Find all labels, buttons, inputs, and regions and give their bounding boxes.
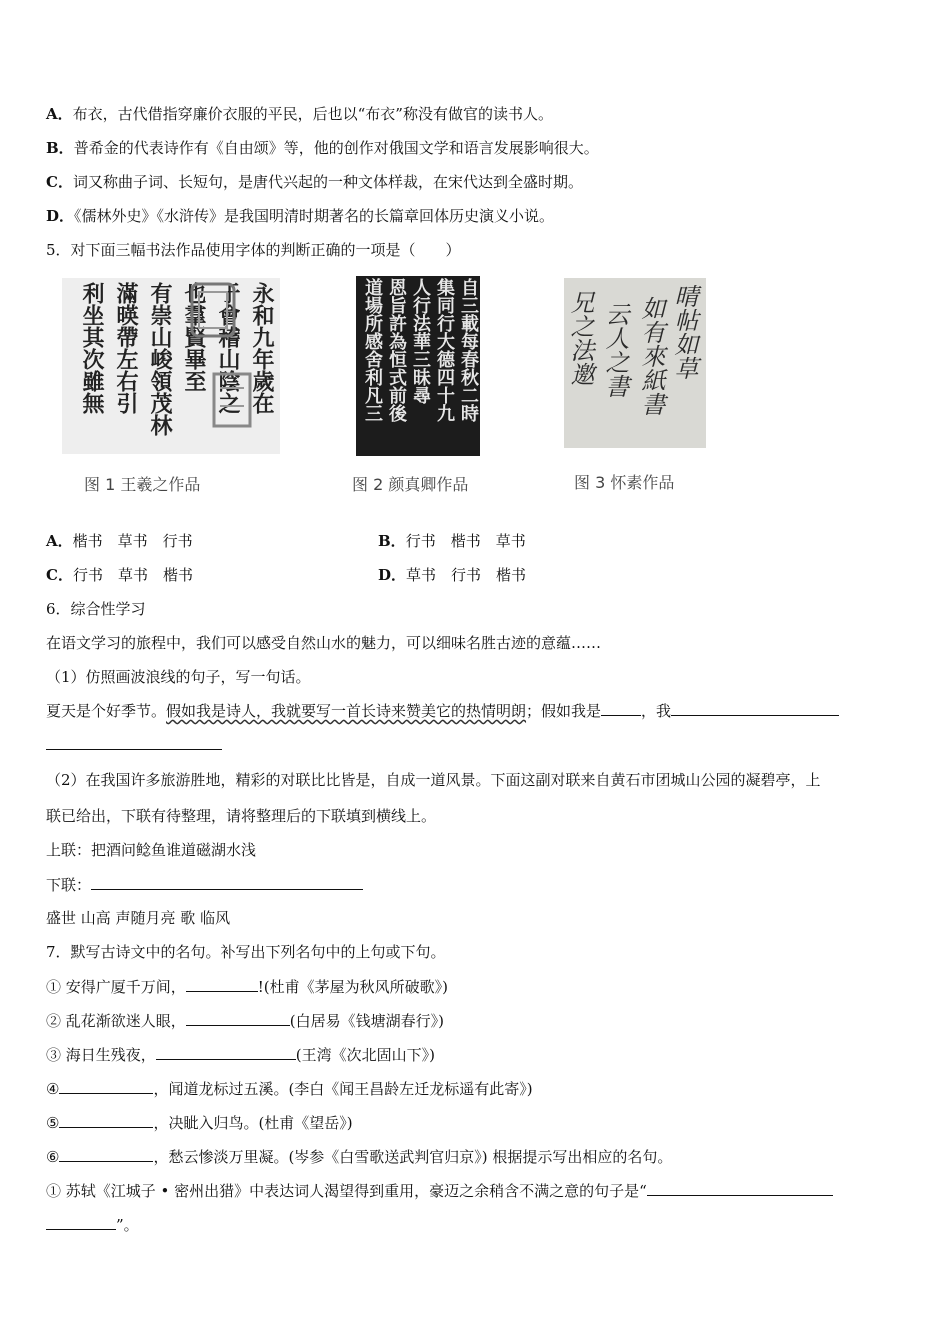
item-text: ，愁云惨淡万里凝。(岑参《白雪歌送武判官归京》) 根据提示写出相应的名句。 <box>153 1148 673 1166</box>
q4-option-d <box>46 206 554 226</box>
calligraphy-column: 恩旨許為恒式前後 <box>386 278 407 422</box>
option-letter: C． <box>46 566 73 584</box>
q4-option-a <box>46 104 553 124</box>
answer-blank[interactable] <box>186 976 258 992</box>
calligraphy-figure-3 <box>564 278 706 448</box>
option-text: 布衣，古代借指穿廉价衣服的平民，后也以“布衣”称没有做官的读书人。 <box>72 105 553 123</box>
answer-blank[interactable] <box>647 1180 833 1196</box>
sentence-middle: ；假如我是 <box>526 702 602 720</box>
q7-item-4 <box>46 1078 533 1099</box>
item-source: !(杜甫《茅屋为秋风所破歌》) <box>257 978 449 996</box>
calligraphy-column: 也羣賢畢至 <box>181 282 207 392</box>
answer-blank[interactable] <box>59 1078 153 1094</box>
option-letter: C． <box>46 173 73 191</box>
q7-item-7-continued <box>46 1214 139 1235</box>
q6-lower-couplet <box>46 874 363 895</box>
item-text: ，决眦入归鸟。(杜甫《望岳》) <box>153 1114 353 1132</box>
item-text: ③ 海日生残夜， <box>46 1046 156 1064</box>
q6-sub1: （1）仿照画波浪线的句子，写一句话。 <box>46 668 311 686</box>
q5-option-a <box>46 531 193 551</box>
item-source: (白居易《钱塘湖春行》) <box>289 1012 444 1030</box>
q6-title: 6．综合性学习 <box>46 600 146 618</box>
q6-continuation-line <box>46 734 222 755</box>
calligraphy-column: 利坐其次雖無 <box>79 282 105 414</box>
calligraphy-figure-2 <box>356 276 480 456</box>
answer-blank[interactable] <box>671 700 839 716</box>
calligraphy-column: 兄之法邀 <box>566 290 594 386</box>
q6-sub2-line2: 联已给出，下联有待整理，请将整理后的下联填到横线上。 <box>46 807 437 825</box>
calligraphy-column: 集同行大德四十九 <box>434 278 455 422</box>
item-text: ，闻道龙标过五溪。(李白《闻王昌龄左迁龙标遥有此寄》) <box>153 1080 533 1098</box>
q7-item-6 <box>46 1146 672 1167</box>
calligraphy-column: 有崇山峻領茂林 <box>147 282 173 436</box>
q6-intro: 在语文学习的旅程中，我们可以感受自然山水的魅力，可以细味名胜古迹的意蕴…… <box>46 634 602 652</box>
item-number: ⑤ <box>46 1114 60 1132</box>
answer-blank[interactable] <box>59 1146 153 1162</box>
wavy-underlined-sentence: 假如我是诗人，我就要写一首长诗来赞美它的热情明朗 <box>166 702 527 720</box>
calligraphy-column: 道場所感舍利凡三 <box>362 278 383 422</box>
item-text: ① 安得广厦千万间， <box>46 978 186 996</box>
answer-blank[interactable] <box>186 1010 290 1026</box>
calligraphy-column: 自三載每春秋二時 <box>458 278 479 422</box>
calligraphy-figure-1 <box>62 278 280 454</box>
seal-stamp-icon <box>212 372 252 428</box>
item-text: ② 乱花渐欲迷人眼， <box>46 1012 186 1030</box>
item-source: (王湾《次北固山下》) <box>295 1046 435 1064</box>
q4-option-c <box>46 172 583 192</box>
seal-stamp-icon <box>190 282 236 338</box>
option-text: 行书 草书 楷书 <box>72 566 193 584</box>
option-letter: A． <box>46 532 73 550</box>
item-text: ① 苏轼《江城子 • 密州出猎》中表达词人渴望得到重用，豪迈之余稍含不满之意的句子是“ <box>46 1182 647 1200</box>
option-letter: D． <box>378 566 407 584</box>
option-letter: B． <box>378 532 406 550</box>
calligraphy-column: 云人之書 <box>601 302 629 398</box>
option-text: 草书 行书 楷书 <box>406 566 527 584</box>
lower-label: 下联： <box>46 876 92 894</box>
calligraphy-column: 滿暎帶左右引 <box>113 282 139 414</box>
q7-item-2 <box>46 1010 444 1031</box>
closing-quote: ”。 <box>116 1216 139 1234</box>
calligraphy-column: 晴帖如草 <box>670 284 698 380</box>
q6-sentence-line <box>46 700 839 721</box>
sentence-end: ，我 <box>641 702 672 720</box>
option-letter: B． <box>46 139 74 157</box>
q7-item-1 <box>46 976 448 997</box>
q5-option-d <box>378 565 526 585</box>
figure-3-caption: 图 3 怀素作品 <box>574 473 675 492</box>
option-text: 词又称曲子词、长短句，是唐代兴起的一种文体样裁，在宋代达到全盛时期。 <box>72 173 583 191</box>
option-text: 《儒林外史》《水浒传》是我国明清时期著名的长篇章回体历史演义小说。 <box>74 207 555 225</box>
sentence-start: 夏天是个好季节。 <box>46 702 167 720</box>
answer-blank[interactable] <box>601 700 641 716</box>
q5-option-b <box>378 531 526 551</box>
answer-blank[interactable] <box>46 734 222 750</box>
option-letter: D． <box>46 207 75 225</box>
figure-2-caption: 图 2 颜真卿作品 <box>352 475 469 494</box>
answer-blank[interactable] <box>91 874 363 890</box>
q7-item-7 <box>46 1180 833 1201</box>
q6-sub2-line1: （2）在我国许多旅游胜地，精彩的对联比比皆是，自成一道风景。下面这副对联来自黄石市团城山公园的凝碧亭，上 <box>46 771 821 789</box>
q7-title: 7．默写古诗文中的名句。补写出下列名句中的上句或下句。 <box>46 943 446 961</box>
calligraphy-column: 如有來紙書 <box>637 296 665 416</box>
item-number: ⑥ <box>46 1148 60 1166</box>
q4-option-b <box>46 138 599 158</box>
q7-item-5 <box>46 1112 353 1133</box>
answer-blank[interactable] <box>46 1214 116 1230</box>
answer-blank[interactable] <box>156 1044 296 1060</box>
option-text: 行书 楷书 草书 <box>405 532 526 550</box>
option-text: 普希金的代表诗作有《自由颂》等，他的创作对俄国文学和语言发展影响很大。 <box>73 139 599 157</box>
calligraphy-column: 永和九年歲在 <box>249 282 275 414</box>
q7-item-3 <box>46 1044 435 1065</box>
option-text: 楷书 草书 行书 <box>72 532 193 550</box>
option-letter: A． <box>46 105 73 123</box>
answer-blank[interactable] <box>59 1112 153 1128</box>
q5-option-c <box>46 565 193 585</box>
figure-1-caption: 图 1 王羲之作品 <box>84 475 201 494</box>
item-number: ④ <box>46 1080 60 1098</box>
calligraphy-column: 人行法華三昧尋 <box>410 278 431 404</box>
q6-upper-couplet: 上联：把酒问鲶鱼谁道磁湖水浅 <box>46 841 257 859</box>
q5-stem: 5．对下面三幅书法作品使用字体的判断正确的一项是（ ） <box>46 241 461 259</box>
q6-word-bank: 盛世 山高 声随月亮 歌 临风 <box>46 909 231 927</box>
calligraphy-column: 于會稽山陰之 <box>215 282 241 414</box>
